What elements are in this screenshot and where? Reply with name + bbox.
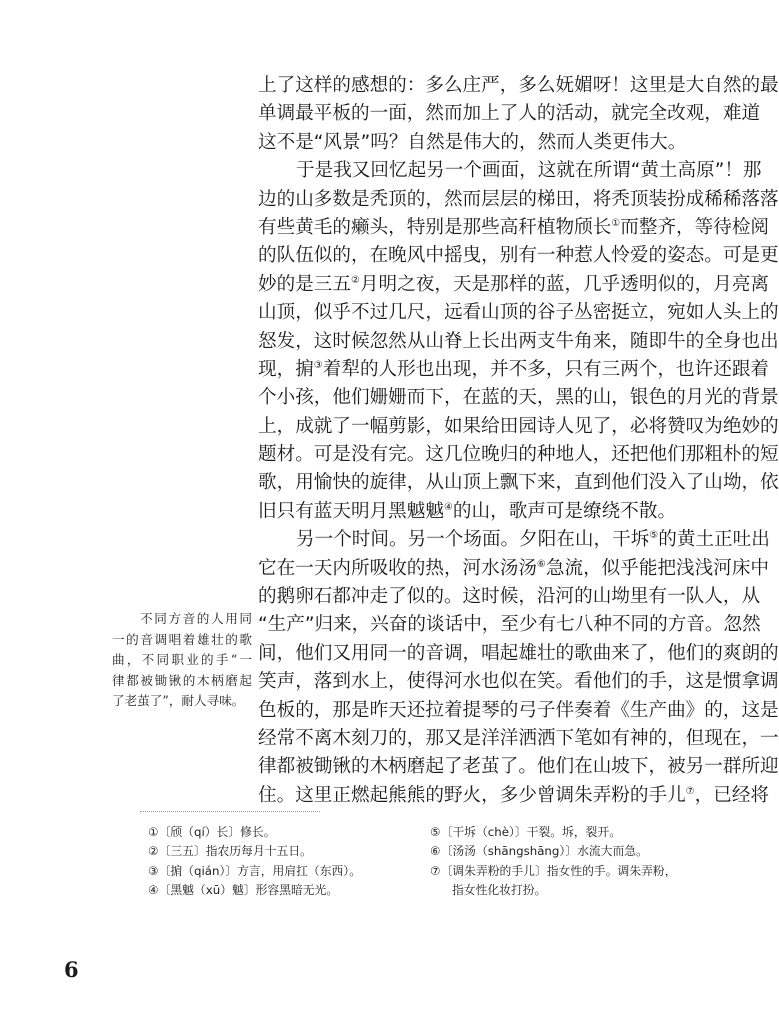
footnote: ④〔黑魆（xū）魆〕形容黑暗无光。 <box>148 883 339 898</box>
footnote: ①〔颀（qí）长〕修长。 <box>148 825 276 839</box>
footnote: ⑦〔调朱弄粉的手儿〕指女性的手。调朱弄粉， <box>430 863 677 878</box>
text-line: 边的山多数是秃顶的，然而层层的梯田，将秃顶装扮成稀稀落落 <box>258 188 779 210</box>
footnote-marker: ② <box>350 274 360 286</box>
footnote: ③〔掮（qián）〕方言，用肩扛（东西）。 <box>148 863 361 878</box>
margin-note <box>112 609 252 712</box>
text-line: 于是我又回忆起另一个画面，这就在所谓“黄土高原”！那 <box>296 160 762 182</box>
footnote-marker: ⑥ <box>536 558 546 570</box>
footnotes-left <box>148 823 361 901</box>
footnote-marker: ④ <box>443 501 453 513</box>
footnote: ⑤〔干坼（chè）〕干裂。坼，裂开。 <box>430 825 622 839</box>
footnote-marker: ① <box>611 217 621 229</box>
text-line: 笑声，落到水上，使得河水也似在笑。看他们的手，这是惯拿调 <box>258 671 779 693</box>
text-line: 的队伍似的，在晚风中摇曳，别有一种惹人怜爱的姿态。可是更 <box>258 245 779 267</box>
margin-note-line: 了老茧了”，耐人寻味。 <box>112 693 245 708</box>
text-line: 怒发，这时候忽然从山脊上长出两支牛角来，随即牛的全身也出 <box>258 330 779 352</box>
footnote-continuation: 指女性化妆打扮。 <box>452 883 547 898</box>
text-line: 它在一天内所吸收的热，河水汤汤⑥急流，似乎能把浅浅河床中 <box>258 557 770 579</box>
text-line: 律都被锄锹的木柄磨起了老茧了。他们在山坡下，被另一群所迎 <box>258 756 779 778</box>
text-line: 题材。可是没有完。这几位晚归的种地人，还把他们那粗朴的短 <box>258 444 779 466</box>
text-line: 单调最平板的一面，然而加上了人的活动，就完全改观，难道 <box>258 103 761 125</box>
text-line: 上了这样的感想的：多么庄严，多么妩媚呀！这里是大自然的最 <box>258 75 779 96</box>
footnote-marker: ⑤ <box>649 530 659 542</box>
margin-note-line: 曲，不同职业的手“一 <box>112 652 252 667</box>
text-line: 有些黄毛的癞头，特别是那些高秆植物颀长①而整齐，等待检阅 <box>258 216 770 238</box>
text-line: 另一个时间。另一个场面。夕阳在山，干坼⑤的黄土正吐出 <box>296 529 770 551</box>
text-line: 旧只有蓝天明月黑魆魆④的山，歌声可是缭绕不散。 <box>258 500 677 522</box>
footnote-marker: ③ <box>313 359 323 371</box>
text-line: 妙的是三五②月明之夜，天是那样的蓝，几乎透明似的，月亮离 <box>258 273 770 295</box>
text-line: 个小孩，他们姗姗而下，在蓝的天，黑的山，银色的月光的背景 <box>258 387 779 409</box>
text-line: 上，成就了一幅剪影，如果给田园诗人见了，必将赞叹为绝妙的 <box>258 415 779 437</box>
text-line: 这不是“风景”吗？自然是伟大的，然而人类更伟大。 <box>258 131 687 153</box>
main-text <box>258 72 779 810</box>
text-line: 间，他们又用同一的音调，唱起雄壮的歌曲来了，他们的爽朗的 <box>258 642 779 664</box>
text-line: 歌，用愉快的旋律，从山顶上飘下来，直到他们没入了山坳，依 <box>258 472 779 494</box>
text-line: 经常不离木刻刀的，那又是洋洋洒洒下笔如有神的，但现在，一 <box>258 727 779 749</box>
text-line: 色板的，那是昨天还拉着提琴的弓子伴奏着《生产曲》的，这是 <box>258 699 779 721</box>
footnotes-right <box>430 823 677 901</box>
margin-note-line: 不同方音的人用同 <box>140 611 252 626</box>
footnote-marker: ⑦ <box>685 785 695 797</box>
text-line: “生产”归来，兴奋的谈话中，至少有七八种不同的方音。忽然 <box>258 614 761 636</box>
text-line: 住。这里正燃起熊熊的野火，多少曾调朱弄粉的手儿⑦，已经将 <box>258 784 770 806</box>
page-number: 6 <box>64 957 79 982</box>
text-line: 山顶，似乎不过几尺，远看山顶的谷子丛密挺立，宛如人头上的 <box>258 302 779 324</box>
footnote-separator <box>140 811 320 812</box>
text-line: 现，掮③着犁的人形也出现，并不多，只有三两个，也许还跟着 <box>258 358 770 380</box>
footnote: ⑥〔汤汤（shāngshāng）〕水流大而急。 <box>430 844 648 859</box>
text-line: 的鹅卵石都冲走了似的。这时候，沿河的山坳里有一队人，从 <box>258 586 761 608</box>
margin-note-line: 一的音调唱着雄壮的歌 <box>112 631 252 647</box>
margin-note-line: 律都被锄锹的木柄磨起 <box>112 672 252 688</box>
footnote: ②〔三五〕指农历每月十五日。 <box>148 844 312 859</box>
